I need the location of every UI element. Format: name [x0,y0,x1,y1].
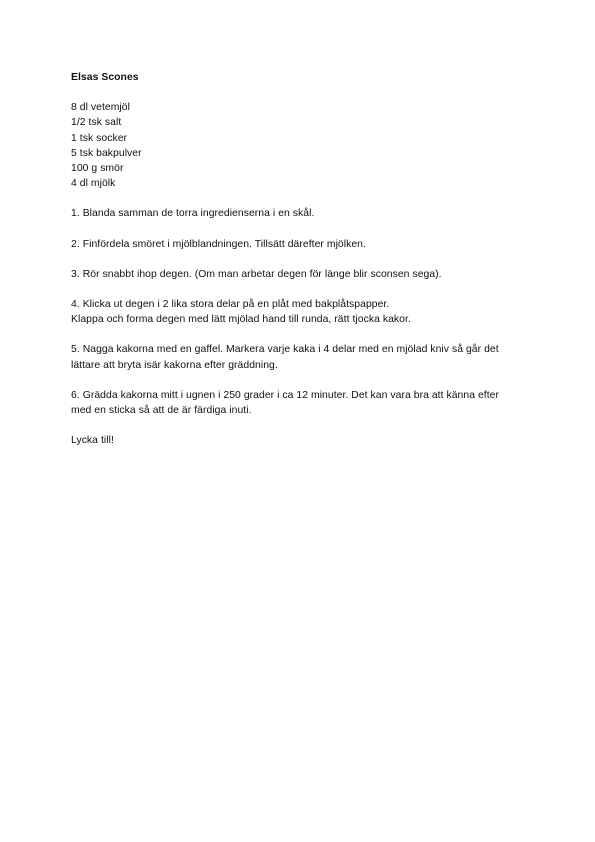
instruction-line: Klappa och forma degen med lätt mjölad hand till runda, rätt tjocka kakor. [71,314,411,326]
ingredient-line: 5 tsk bakpulver [71,147,142,159]
closing-text: Lycka till! [71,435,114,447]
instruction-step-1 [71,206,531,221]
instruction-line: 5. Nagga kakorna med en gaffel. Markera varje kaka i 4 delar med en mjölad kniv så går det [71,344,499,356]
instruction-step-5 [71,342,531,372]
ingredient-line: 100 g smör [71,163,124,175]
instruction-line: 6. Grädda kakorna mitt i ugnen i 250 grader i ca 12 minuter. Det kan vara bra att känna efter [71,389,500,401]
recipe-title: Elsas Scones [71,72,139,83]
instruction-step-4 [71,297,531,327]
ingredient-line: 4 dl mjölk [71,178,116,190]
instruction-line: 1. Blanda samman de torra ingredienserna i en skål. [71,208,315,220]
instruction-line: 4. Klicka ut degen i 2 lika stora delar på en plåt med bakplåtspapper. [71,299,390,311]
instruction-line: 3. Rör snabbt ihop degen. (Om man arbetar degen för länge blir sconsen sega). [71,268,442,280]
instruction-step-6 [71,388,531,418]
recipe-content [71,70,531,448]
ingredient-line: 1/2 tsk salt [71,117,122,129]
instruction-line: med en sticka så att de är färdiga inuti. [71,405,252,417]
instruction-step-3 [71,267,531,282]
instruction-line: lättare att bryta isär kakorna efter gräddning. [71,359,278,371]
ingredient-list [71,100,531,191]
instruction-line: 2. Finfördela smöret i mjölblandningen. Tillsätt därefter mjölken. [71,238,366,250]
ingredient-line: 1 tsk socker [71,132,128,144]
ingredient-line: 8 dl vetemjöl [71,102,130,114]
instruction-step-2 [71,237,531,252]
